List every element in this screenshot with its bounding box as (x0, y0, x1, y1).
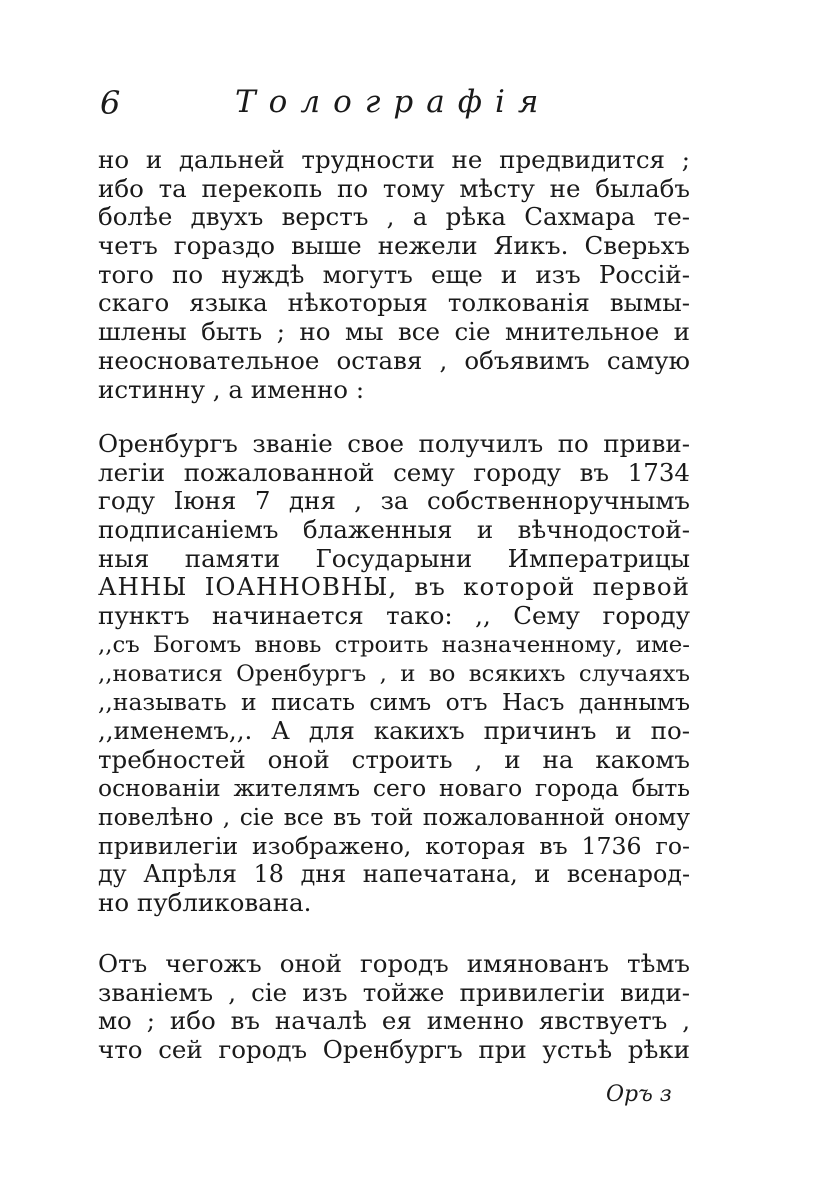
text-line: ,,называть и писать симъ отъ Насъ даннымъ (98, 688, 690, 717)
text-line: ибо та перекопь по тому мѣсту не былабъ (98, 173, 690, 203)
text-line: но публикована. (98, 888, 312, 917)
text-line: легіи пожалованной сему городу въ 1734 (98, 457, 690, 487)
text-line: но и дальней трудности не предвидится ; (98, 145, 690, 174)
text-line: скаго языка нѣкоторыя толкованія вымы- (98, 288, 690, 318)
running-title: Толографія (235, 84, 552, 120)
paragraph-1 (98, 146, 690, 404)
text-line: что сей городъ Оренбургъ при устьѣ рѣки (98, 1035, 690, 1065)
text-line: того по нуждѣ могутъ еще и изъ Россій- (98, 259, 690, 289)
text-line: Оренбургъ званіе свое получилъ по приви- (98, 429, 690, 458)
text-line: четъ гораздо выше нежели Яикъ. Сверьхъ (98, 231, 690, 261)
text-line: требностей оной строить , и на какомъ (98, 744, 690, 774)
text-line: ,,новатися Оренбургъ , и во всякихъ случаяхъ (98, 660, 690, 687)
paragraph-2 (98, 430, 690, 918)
text-line: болѣе двухъ верстъ , а рѣка Сахмара те- (98, 202, 690, 232)
text-line: ду Апрѣля 18 дня напечатана, и всенарод- (98, 860, 690, 889)
text-line: основаніи жителямъ сего новаго города быть (98, 774, 690, 803)
text-line: истинну , а именно : (98, 374, 365, 404)
text-line: шлены быть ; но мы все сіе мнительное и (98, 317, 690, 347)
text-line: подписаніемъ блаженныя и вѣчнодостой- (98, 515, 690, 545)
text-line: ,,съ Богомъ вновь строить назначенному, име- (98, 631, 690, 658)
paragraph-3 (98, 950, 690, 1065)
text-line: повелѣно , сіе все въ той пожалованной оному (98, 802, 690, 831)
text-line: ,,именемъ,,. А для какихъ причинъ и по- (98, 715, 690, 745)
page-header (100, 84, 700, 128)
text-line: неосновательное оставя , объявимъ самую (98, 345, 690, 375)
text-line: АННЫ ІОАННОВНЫ, въ которой первой (98, 572, 690, 602)
text-line: году Іюня 7 дня , за собственноручнымъ (98, 486, 690, 516)
text-line: званіемъ , сіе изъ тойже привилегіи види- (98, 977, 690, 1007)
text-line: пунктъ начинается тако: ,, Сему городу (98, 601, 690, 631)
text-line: мо ; ибо въ началѣ ея именно явствуетъ , (98, 1006, 690, 1036)
catchword: Оръ з (606, 1082, 672, 1107)
text-line: ныя памяти Государыни Императрицы (98, 543, 690, 573)
text-line: Отъ чегожъ оной городъ имянованъ тѣмъ (98, 949, 690, 978)
page-number: 6 (100, 84, 121, 122)
text-line: привилегіи изображено, которая въ 1736 го- (98, 831, 690, 860)
